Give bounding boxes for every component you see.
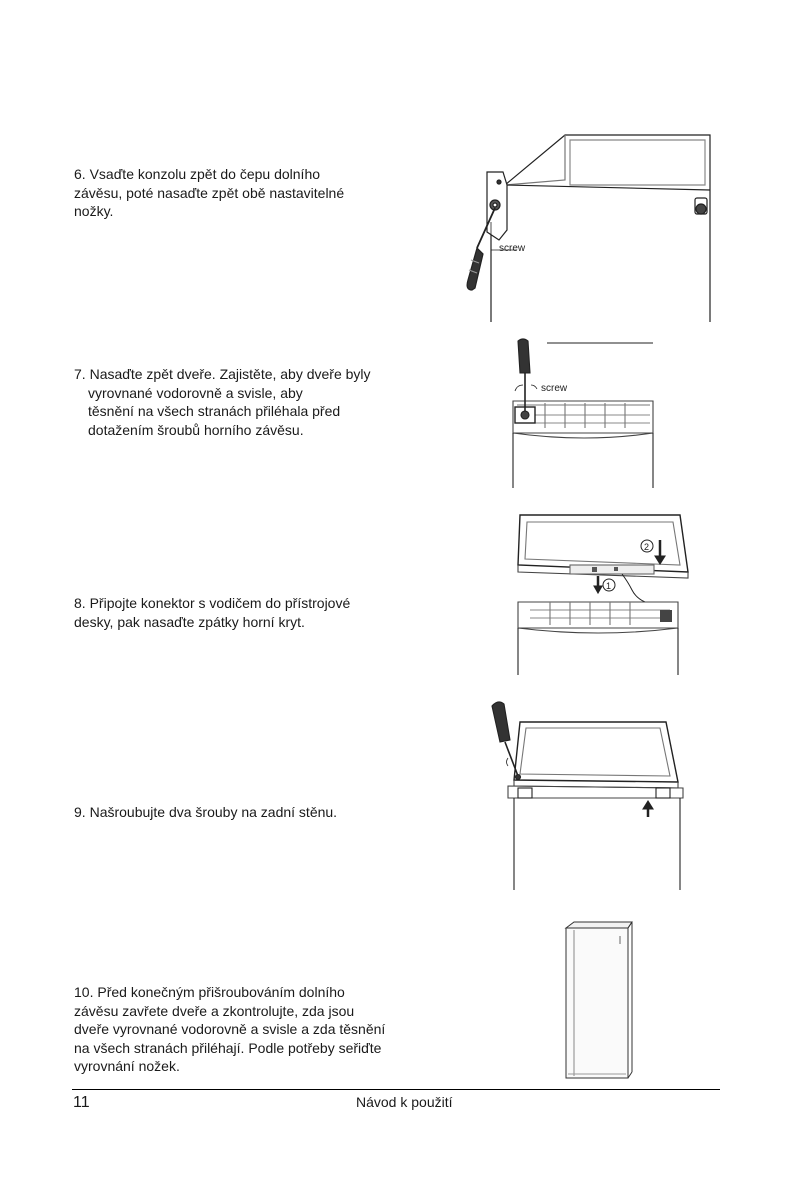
step-8-callout-2: 2	[644, 542, 650, 552]
step-9-line-1: Našroubujte dva šrouby na zadní stěnu.	[89, 804, 338, 820]
step-10-line-3: dveře vyrovnané vodorovně a svisle a zda těsnění	[74, 1021, 386, 1037]
step-7-line-2: vyrovnané vodorovně a svisle, aby	[88, 384, 303, 401]
step-10-line-4: na všech stranách přiléhají. Podle potřeby seřiďte	[74, 1039, 382, 1056]
footer-divider	[72, 1089, 720, 1090]
arrow-down-icon	[655, 540, 665, 564]
step-8-illustration	[510, 510, 690, 678]
step-7-illustration	[505, 333, 665, 493]
step-10-number: 10.	[74, 984, 94, 1000]
step-7-line-3: těsnění na všech stranách přiléhala před	[88, 403, 341, 419]
screwdriver-icon	[518, 339, 530, 411]
step-7-text	[74, 365, 371, 439]
step-7-line-1: Nasaďte zpět dveře. Zajistěte, aby dveře byly	[89, 366, 371, 382]
step-8-callout-1: 1	[606, 581, 612, 591]
step-6-illustration	[455, 130, 725, 325]
step-10-line-1: Před konečným přišroubováním dolního	[97, 984, 345, 1000]
step-10-text	[74, 983, 385, 1076]
step-8-text	[74, 594, 350, 631]
step-7-number: 7.	[74, 366, 86, 382]
step-6-text	[74, 165, 344, 221]
step-9-text	[74, 803, 337, 822]
step-8-number: 8.	[74, 595, 86, 611]
screwdriver-icon	[492, 702, 518, 776]
step-6-line-3: nožky.	[74, 203, 114, 219]
step-10-line-5: vyrovnání nožek.	[74, 1058, 180, 1074]
arrow-up-icon	[643, 801, 653, 817]
step-6-screw-label: screw	[499, 243, 526, 254]
step-8-line-1: Připojte konektor s vodičem do přístrojové	[89, 595, 351, 611]
step-8-line-2: desky, pak nasaďte zpátky horní kryt.	[74, 613, 305, 630]
step-6-line-1: Vsaďte konzolu zpět do čepu dolního	[89, 166, 321, 182]
page-number: 11	[73, 1094, 90, 1111]
step-9-illustration	[488, 700, 698, 895]
footer-title: Návod k použití	[356, 1094, 453, 1110]
step-6-number: 6.	[74, 166, 86, 182]
arrow-down-icon	[594, 576, 602, 593]
step-7-line-4: dotažením šroubů horního závěsu.	[88, 421, 304, 438]
step-10-line-2: závěsu zavřete dveře a zkontrolujte, zda jsou	[74, 1002, 355, 1019]
step-9-number: 9.	[74, 804, 86, 820]
step-6-line-2: závěsu, poté nasaďte zpět obě nastavitelné	[74, 184, 345, 201]
step-7-screw-label: screw	[541, 383, 568, 394]
step-10-illustration	[560, 920, 640, 1080]
